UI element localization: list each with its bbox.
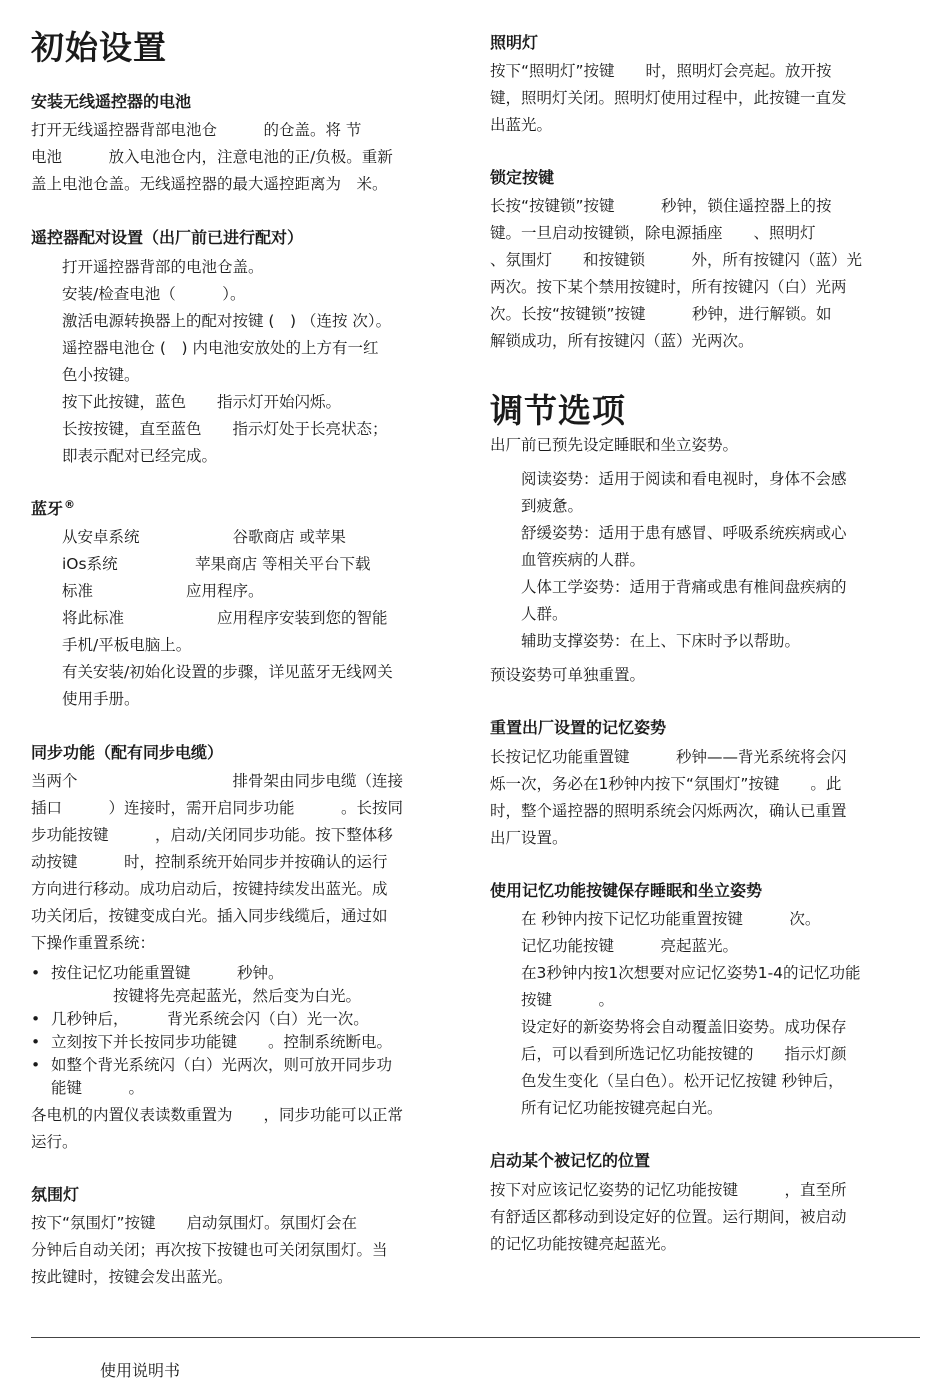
battery-line: 打开无线遥控器背部电池仓 的仓盖。将 节 xyxy=(31,121,362,139)
sync-after-line: 运行。 xyxy=(31,1133,78,1151)
footer-divider xyxy=(31,1337,920,1338)
position-line: 人体工学姿势：适用于背痛或患有椎间盘疾病的 xyxy=(521,578,847,596)
recall-line: 的记忆功能按键亮起蓝光。 xyxy=(490,1235,677,1253)
ambient-line: 分钟后自动关闭；再次按下按键也可关闭氛围灯。当 xyxy=(31,1241,388,1259)
adjust-intro: 出厂前已预先设定睡眠和坐立姿势。 xyxy=(490,436,739,454)
pairing-line: 打开遥控器背部的电池仓盖。 xyxy=(62,258,264,276)
bullet-dot: • xyxy=(31,1033,41,1051)
pairing-line: 即表示配对已经完成。 xyxy=(62,447,218,465)
heading-bluetooth xyxy=(31,496,75,519)
pairing-line: 色小按键。 xyxy=(62,366,140,384)
position-line: 血管疾病的人群。 xyxy=(521,551,646,569)
lock-line: 次。长按“按键锁”按键 秒钟，进行解锁。如 xyxy=(490,305,832,323)
pairing-line: 按下此按键，蓝色 指示灯开始闪烁。 xyxy=(62,393,342,411)
ambient-line: 按此键时，按键会发出蓝光。 xyxy=(31,1268,233,1286)
save-line: 色发生变化（呈白色）。松开记忆按键 秒钟后， xyxy=(521,1072,844,1090)
heading-sync: 同步功能（配有同步电缆） xyxy=(31,743,224,762)
recall-line: 有舒适区都移动到设定好的位置。运行期间，被启动 xyxy=(490,1208,847,1226)
bluetooth-line: iOs系统 苹果商店 等相关平台下载 xyxy=(62,555,371,573)
position-line: 辅助支撑姿势：在上、下床时予以帮助。 xyxy=(521,632,801,650)
lock-line: 、氛围灯 和按键锁 外，所有按键闪（蓝）光 xyxy=(490,251,863,269)
bullet-dot: • xyxy=(31,1010,41,1028)
heading-key-lock: 锁定按键 xyxy=(490,168,555,187)
sync-line: 当两个 排骨架由同步电缆（连接 xyxy=(31,772,404,790)
bluetooth-line: 从安卓系统 谷歌商店 或苹果 xyxy=(62,528,346,546)
pairing-line: 安装/检查电池（ ）。 xyxy=(62,285,246,303)
lighting-line: 键，照明灯关闭。照明灯使用过程中，此按键一直发 xyxy=(490,89,847,107)
lock-line: 两次。按下某个禁用按键时，所有按键闪（白）光两 xyxy=(490,278,847,296)
sync-bullet-item xyxy=(31,962,284,985)
sync-bullet-item xyxy=(31,1031,393,1054)
bullet-text: 按住记忆功能重置键 秒钟。 xyxy=(51,964,284,982)
lock-line: 解锁成功，所有按键闪（蓝）光两次。 xyxy=(490,332,754,350)
sync-after-line: 各电机的内置仪表读数重置为 ，同步功能可以正常 xyxy=(31,1106,404,1124)
section-title-initial-setup: 初始设置 xyxy=(31,28,167,67)
heading-lighting: 照明灯 xyxy=(490,33,539,52)
bullet-text: 如整个背光系统闪（白）光两次，则可放开同步功 xyxy=(51,1056,393,1074)
save-line: 所有记忆功能按键亮起白光。 xyxy=(521,1099,723,1117)
heading-reset-factory: 重置出厂设置的记忆姿势 xyxy=(490,718,667,737)
pairing-line: 长按按键，直至蓝色 指示灯处于长亮状态； xyxy=(62,420,388,438)
recall-line: 按下对应该记忆姿势的记忆功能按键 ，直至所 xyxy=(490,1181,847,1199)
bluetooth-line: 有关安装/初始化设置的步骤，详见蓝牙无线网关 xyxy=(62,663,393,681)
position-line: 舒缓姿势：适用于患有感冒、呼吸系统疾病或心 xyxy=(521,524,847,542)
sync-line: 步功能按键 ，启动/关闭同步功能。按下整体移 xyxy=(31,826,393,844)
heading-battery: 安装无线遥控器的电池 xyxy=(31,92,192,111)
heading-save-positions: 使用记忆功能按键保存睡眠和坐立姿势 xyxy=(490,881,763,900)
reset-line: 长按记忆功能重置键 秒钟——背光系统将会闪 xyxy=(490,748,847,766)
lock-line: 键。一旦启动按键锁，除电源插座 、照明灯 xyxy=(490,224,816,242)
registered-mark: ® xyxy=(64,498,76,511)
save-line: 记忆功能按键 亮起蓝光。 xyxy=(521,937,739,955)
sync-line: 方向进行移动。成功启动后，按键持续发出蓝光。成 xyxy=(31,880,388,898)
reset-line: 烁一次，务必在1秒钟内按下“氛围灯”按键 。此 xyxy=(490,775,842,793)
save-line: 设定好的新姿势将会自动覆盖旧姿势。成功保存 xyxy=(521,1018,847,1036)
sync-bullet-item xyxy=(31,1008,369,1031)
sync-bullet-continuation: 能键 。 xyxy=(51,1079,145,1097)
battery-line: 电池 放入电池仓内，注意电池的正/负极。重新 xyxy=(31,148,393,166)
sync-line: 动按键 时，控制系统开始同步并按确认的运行 xyxy=(31,853,388,871)
heading-recall-position: 启动某个被记忆的位置 xyxy=(490,1151,651,1170)
lock-line: 长按“按键锁”按键 秒钟，锁住遥控器上的按 xyxy=(490,197,832,215)
save-line: 后，可以看到所选记忆功能按键的 指示灯颜 xyxy=(521,1045,847,1063)
heading-ambient-light: 氛围灯 xyxy=(31,1185,80,1204)
sync-line: 下操作重置系统： xyxy=(31,934,156,952)
reset-line: 出厂设置。 xyxy=(490,829,568,847)
bullet-text: 立刻按下并长按同步功能键 。控制系统断电。 xyxy=(51,1033,393,1051)
sync-bullet-item xyxy=(31,1054,393,1077)
bullet-text: 几秒钟后， 背光系统会闪（白）光一次。 xyxy=(51,1010,369,1028)
lighting-line: 出蓝光。 xyxy=(490,116,553,134)
bluetooth-line: 使用手册。 xyxy=(62,690,140,708)
pairing-line: 激活电源转换器上的配对按键 ( ) （连按 次）。 xyxy=(62,312,392,330)
pairing-line: 遥控器电池仓 ( ) 内电池安放处的上方有一红 xyxy=(62,339,379,357)
bullet-dot: • xyxy=(31,964,41,982)
heading-pairing: 遥控器配对设置（出厂前已进行配对） xyxy=(31,228,304,247)
ambient-line: 按下“氛围灯”按键 启动氛围灯。氛围灯会在 xyxy=(31,1214,358,1232)
save-line: 在 秒钟内按下记忆功能重置按键 次。 xyxy=(521,910,821,928)
sync-line: 功关闭后，按键变成白光。插入同步线缆后，通过如 xyxy=(31,907,388,925)
save-line: 按键 。 xyxy=(521,991,615,1009)
bluetooth-heading-text: 蓝牙 xyxy=(31,499,64,518)
position-line: 人群。 xyxy=(521,605,568,623)
footer-manual-label: 使用说明书 xyxy=(100,1361,181,1380)
section-title-adjust-options: 调节选项 xyxy=(490,391,626,430)
reset-line: 时，整个遥控器的照明系统会闪烁两次，确认已重置 xyxy=(490,802,847,820)
battery-line: 盖上电池仓盖。无线遥控器的最大遥控距离为 米。 xyxy=(31,175,388,193)
bullet-dot: • xyxy=(31,1056,41,1074)
sync-line: 插口 ）连接时，需开启同步功能 。长按同 xyxy=(31,799,404,817)
save-line: 在3秒钟内按1次想要对应记忆姿势1-4的记忆功能 xyxy=(521,964,861,982)
position-line: 阅读姿势：适用于阅读和看电视时，身体不会感 xyxy=(521,470,847,488)
bluetooth-line: 手机/平板电脑上。 xyxy=(62,636,192,654)
bluetooth-line: 标准 应用程序。 xyxy=(62,582,264,600)
sync-bullet-continuation: 按键将先亮起蓝光，然后变为白光。 xyxy=(51,987,362,1005)
lighting-line: 按下“照明灯”按键 时，照明灯会亮起。放开按 xyxy=(490,62,832,80)
position-line: 到疲惫。 xyxy=(521,497,584,515)
bluetooth-line: 将此标准 应用程序安装到您的智能 xyxy=(62,609,388,627)
preset-note: 预设姿势可单独重置。 xyxy=(490,666,646,684)
